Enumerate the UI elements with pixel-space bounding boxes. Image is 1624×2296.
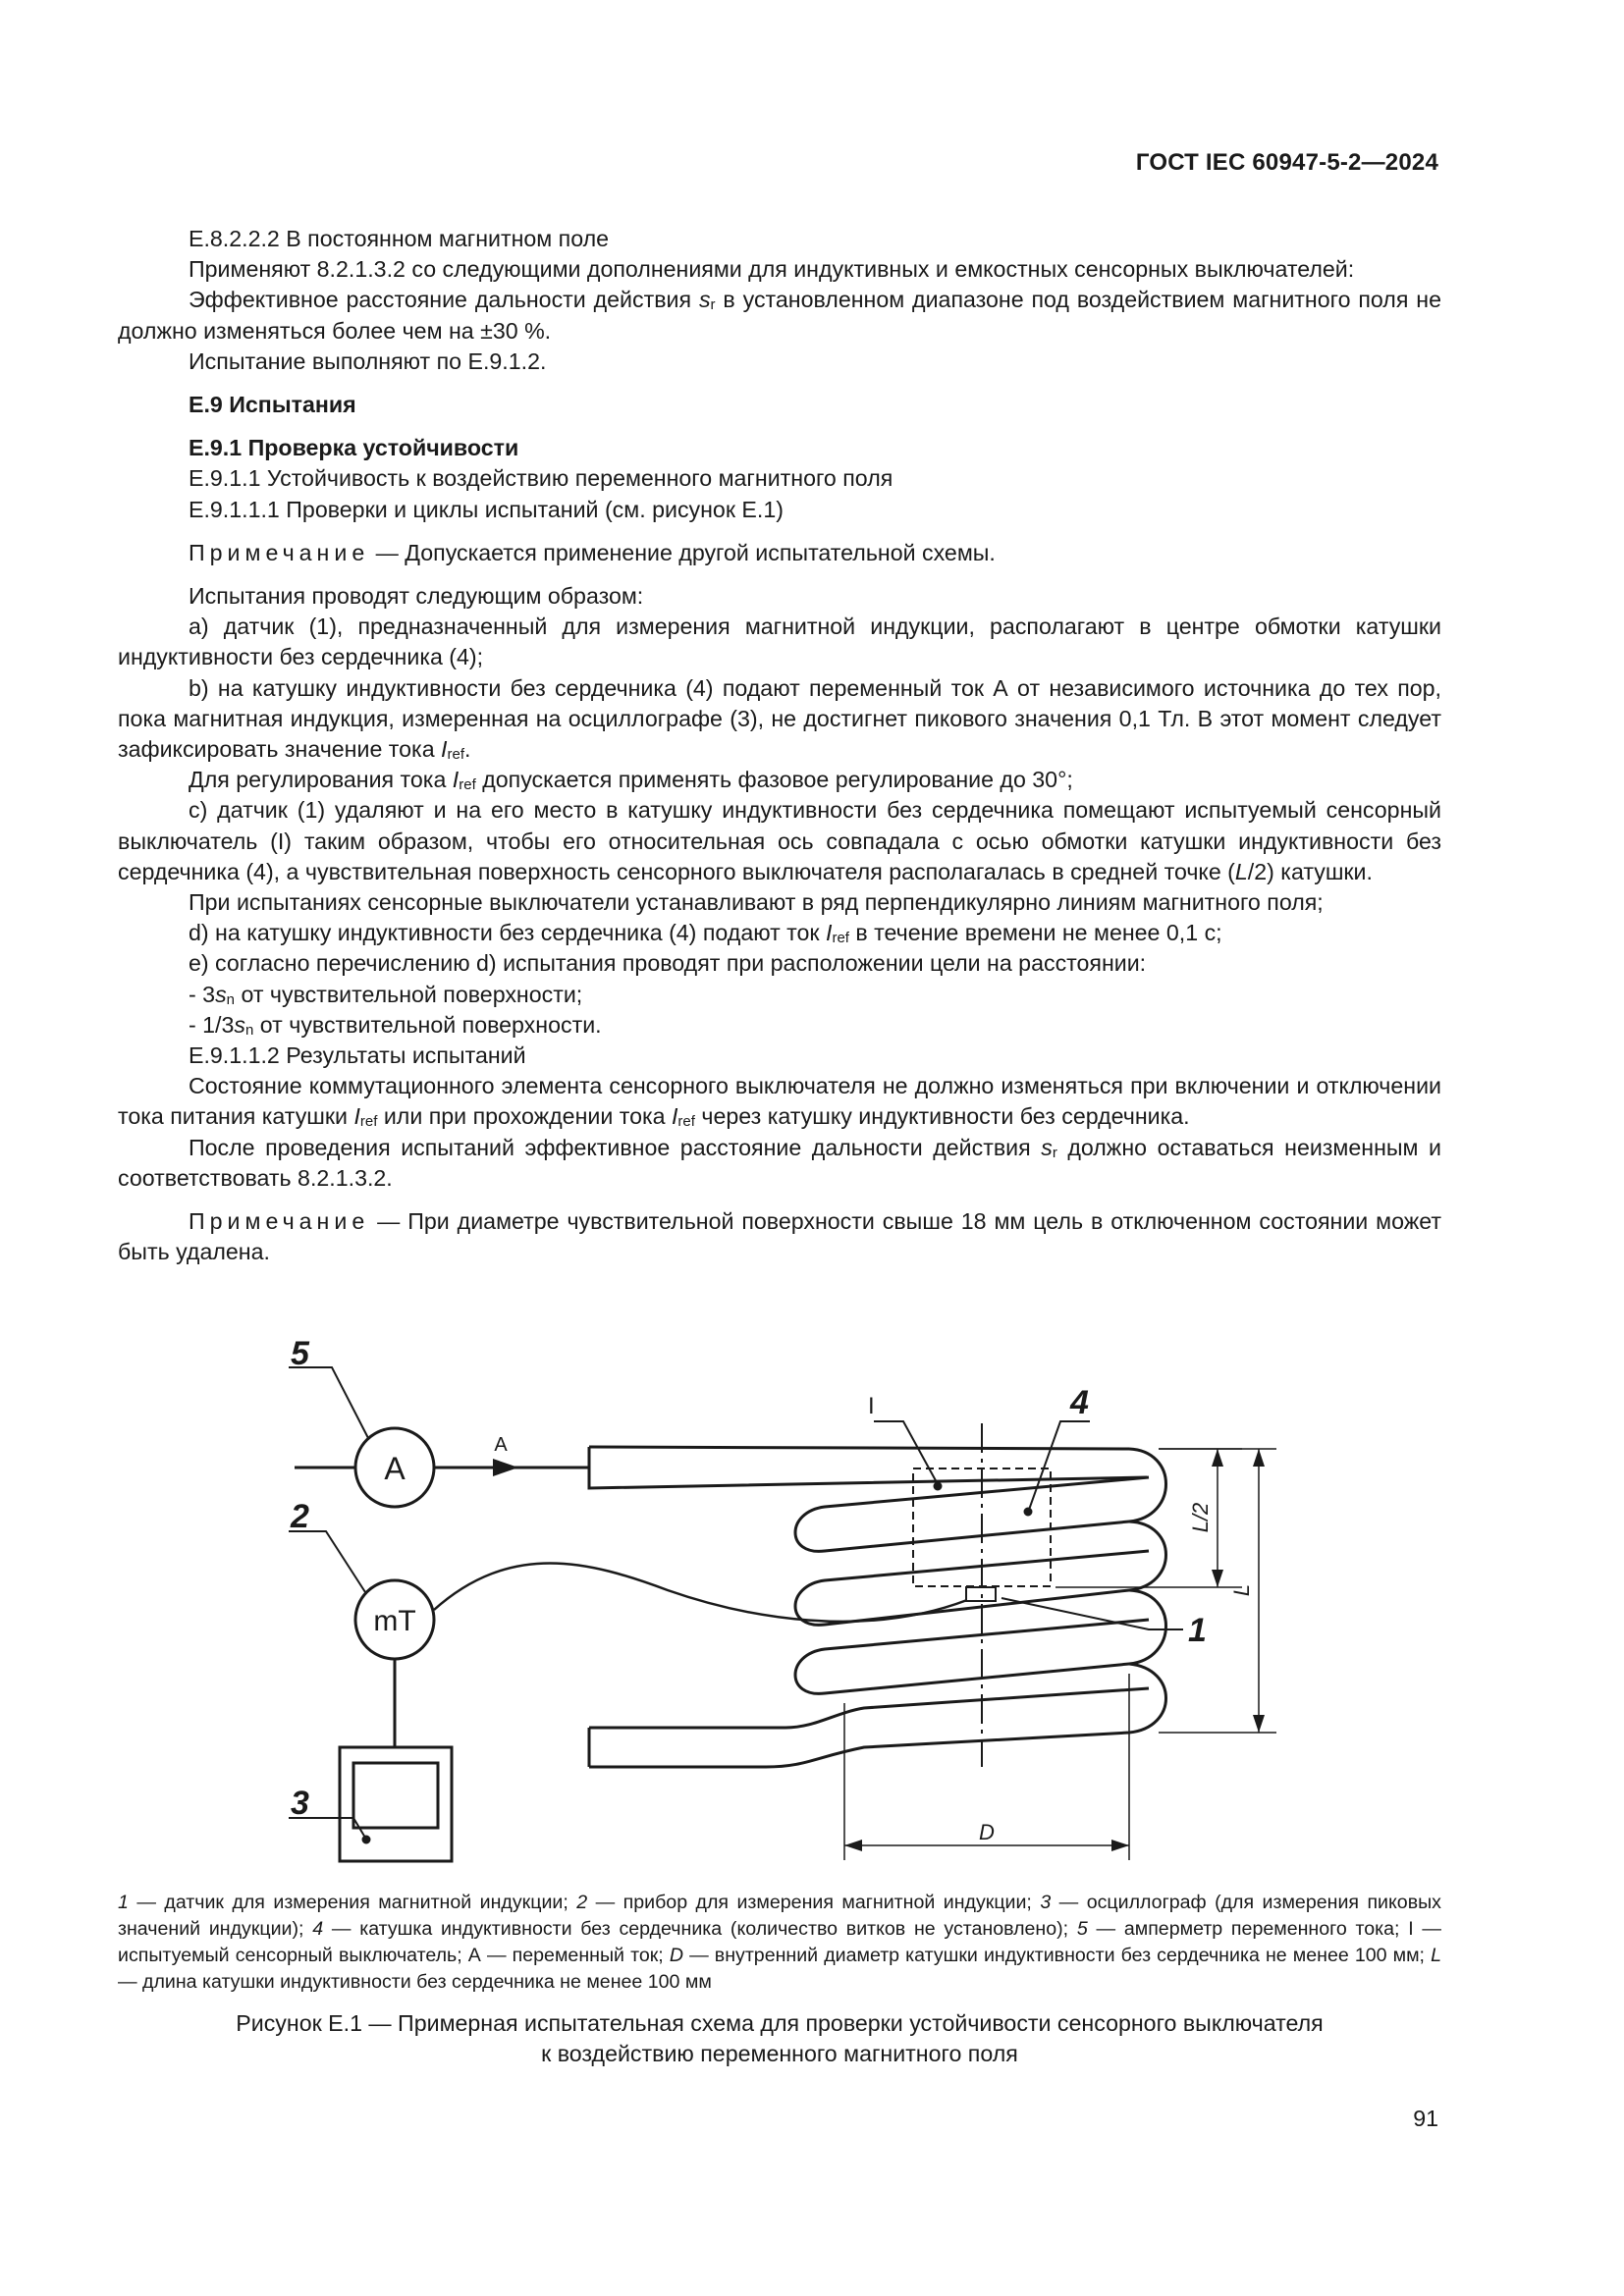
note-1: Примечание — Допускается применение другой испытательной схемы. [189,539,996,565]
label-1: 1 [1188,1612,1207,1649]
label-I: I [868,1393,875,1419]
item-e: е) согласно перечислению d) испытания проводят при расположении цели на расстоянии: [189,950,1147,977]
caption-line-2: к воздействию переменного магнитного поля [541,2041,1018,2066]
item-b: b) на катушку индуктивности без сердечника (4) подают переменный ток А от независимого источника до тех пор, пока магнитная индукция, измеренная на осциллографе (3), не достигнет пикового значения 0,1 Тл. В этот момент следует зафиксировать значение тока $I_{ref}$. [118,674,1441,764]
item-d: d) на катушку индуктивности без сердечника (4) подают ток $I_{ref}$ в течение времени не менее 0,1 с; [189,920,1222,947]
page-number: 91 [1413,2106,1438,2131]
dash-item-2: - $1/3s_n$ от чувствительной поверхности. [189,1011,602,1039]
figure-caption [118,2008,1441,2069]
current-arrow [493,1459,518,1476]
perpendicular-note: При испытаниях сенсорные выключатели устанавливают в ряд перпендикулярно линиям магнитного поля; [189,889,1324,916]
oscilloscope-screen [353,1763,438,1828]
caption-line-1: Рисунок Е.1 — Примерная испытательная схема для проверки устойчивости сенсорного выключателя [236,2010,1324,2036]
clause-e9112: Е.9.1.1.2 Результаты испытаний [189,1042,526,1069]
leader-4-dot [1025,1509,1031,1515]
coil-top-lead-upper [589,1447,1129,1449]
clause-e8222-p1: Применяют 8.2.1.3.2 со следующими дополнениями для индуктивных и емкостных сенсорных выключателей: [189,256,1355,283]
leader-I [874,1421,938,1484]
diameter-label: D [979,1820,995,1844]
arrow-half-bottom [1212,1570,1223,1587]
clause-e9111: Е.9.1.1.1 Проверки и циклы испытаний (см. рисунок Е.1) [189,496,784,522]
leader-2 [289,1531,365,1592]
current-label: A [494,1434,508,1456]
arrow-length-top [1253,1449,1265,1467]
leader-3-dot [363,1837,369,1842]
label-4: 4 [1070,1384,1089,1421]
item-c: с) датчик (1) удаляют и на его место в катушку индуктивности без сердечника помещают испытуемый сенсорный выключатель (I) таким образом, чтобы его относительная ось совпадала с осью обмотки катушки индуктивности без сердечника (4), а чувствительная поверхность сенсорного выключателя располагалась в средней точке (L/2) катушки. [118,797,1441,884]
standard-header: ГОСТ IEC 60947-5-2—2024 [1135,149,1438,176]
note-2: Примечание — При диаметре чувствительной поверхности свыше 18 мм цель в отключенном состоянии может быть удалена. [118,1208,1441,1265]
coil-turn-4 [589,1664,1166,1767]
figure-legend: 1 — датчик для измерения магнитной индукции; 2 — прибор для измерения магнитной индукции; 3 — осциллограф (для измерения пиковых значений индукции); 4 — катушка индуктивности без сердечника (количество витков не установлено); 5 — амперметр переменного тока; I — испытуемый сенсорный выключатель; А — переменный ток; D — внутренний диаметр катушки индуктивности без сердечника не менее 100 мм; L — длина катушки индуктивности без сердечника не менее 100 мм [118,1892,1442,1993]
coil-bottom-lead [589,1688,1149,1728]
clause-e8222-p2: Эффективное расстояние дальности действия $s_r$ в установленном диапазоне под воздействием магнитного поля не должно изменяться более чем на ±30 %. [118,287,1441,344]
switch-state: Состояние коммутационного элемента сенсорного выключателя не должно изменяться при включении и отключении тока питания катушки $I_{ref}$ или при прохождении тока $I_{ref}$ через катушку индуктивности без сердечника. [118,1073,1441,1131]
heading-e9: Е.9 Испытания [189,392,356,418]
phase-regulation: Для регулирования тока $I_{ref}$ допускается применять фазовое регулирование до 30°; [189,767,1073,794]
clause-e8222-title: Е.8.2.2.2 В постоянном магнитном поле [189,226,610,251]
arrow-length-bottom [1253,1715,1265,1733]
after-test: После проведения испытаний эффективное расстояние дальности действия $s_r$ должно оставаться неизменным и соответствовать 8.2.1.3.2. [118,1134,1441,1191]
label-5: 5 [291,1335,309,1372]
clause-e911: Е.9.1.1 Устойчивость к воздействию переменного магнитного поля [189,465,893,492]
tests-intro: Испытания проводят следующим образом: [189,583,644,610]
body-text [118,224,1441,1268]
length-label: L [1229,1583,1254,1597]
leader-5 [289,1367,368,1438]
half-length-label: L/2 [1188,1502,1213,1533]
leader-I-dot [935,1483,941,1489]
test-circuit-figure [118,1315,1506,1865]
leader-4 [1029,1421,1090,1510]
clause-e8222-p3: Испытание выполняют по Е.9.1.2. [189,347,547,374]
heading-e91: Е.9.1 Проверка устойчивости [189,435,519,461]
teslameter-label: mT [373,1605,416,1637]
coil-turn-1 [795,1449,1166,1551]
label-3: 3 [291,1785,309,1822]
item-a: а) датчик (1), предназначенный для измерения магнитной индукции, располагают в центре обмотки катушки индуктивности без сердечника (4); [118,614,1441,670]
coil-top-lead [589,1447,1147,1488]
arrow-d-right [1111,1840,1129,1851]
arrow-half-top [1212,1449,1223,1467]
dash-item-1: - $3s_n$ от чувствительной поверхности; [189,981,583,1008]
ammeter-label: A [384,1451,406,1486]
label-2: 2 [291,1498,309,1535]
arrow-d-left [844,1840,862,1851]
probe-cable [434,1564,967,1622]
